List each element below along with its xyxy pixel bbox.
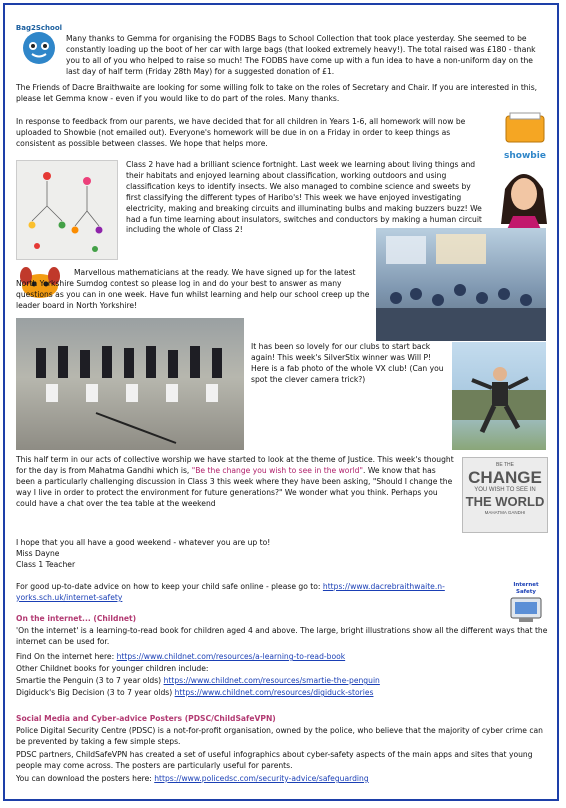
poster-line-1: BE THE <box>496 462 514 468</box>
gandhi-poster <box>462 457 548 533</box>
homework-text: In response to feedback from our parents, we have decided that for all children in Years 1-6, all homework will now be uploaded to Showbie (not emailed out). Everyone's homework will be due in on a Friday in order to keep things as consistent as possible between classes. We hope that helps more. <box>16 117 466 148</box>
internet-safety-badge <box>505 582 547 626</box>
fodbs-para-2: The Friends of Dacre Braithwaite are looking for some willing folk to take on the roles of Secretary and Chair. If you are interested in this, please let Gemma know - even if you would like to do part of the roles. Many thanks. <box>16 83 538 103</box>
human-circuit-photo <box>376 228 546 341</box>
social-para-1: Police Digital Security Centre (PDSC) is a not-for-profit organisation, owned by the police, who believe that the majority of cyber crime can be prevented by taking a few simple steps. <box>16 726 543 746</box>
childnet-heading: On the internet... (Childnet) <box>16 614 137 623</box>
maths-text: Marvellous mathematicians at the ready. We have signed up for the latest North Yorkshire Sumdog contest so please log in and do your best to answer as many questions as you can in one week. Have fun whilst learning and help our school creep up the leader board in North Yorkshire! <box>16 268 370 310</box>
clubs-text: It has been so lovely for our clubs to start back again! This week's SilverStix winner was Will P! Here is a fab photo of the whole VX club! (Can you spot the clever camera trick?) <box>251 342 444 384</box>
policedsc-safeguarding-link[interactable]: https://www.policedsc.com/security-advice/safeguarding <box>154 774 369 783</box>
signoff-line-1: I hope that you all have a good weekend - whatever you are up to! <box>16 538 271 547</box>
teacher-cartoon <box>495 164 553 234</box>
safety-text <box>16 582 498 604</box>
poster-line-2: CHANGE <box>468 468 542 487</box>
social-para-2: PDSC partners, ChildSafeVPN has created a set of useful infographics about cyber-safety aspects of the main apps and sites that young people may come across. The posters are particularly useful for parents. <box>16 750 533 770</box>
class2-text: Class 2 have had a brilliant science fortnight. Last week we learning about living things and their habitats and enjoyed learning about classification, working outdoors and using classification keys to identify insects. We also managed to combine science and sweets by first classifying the different types of Haribo's! This week we have enjoyed investigating electricity, making and breaking circuits and illuminating bulbs and making buzzers buzz! We had a fun time learning about insulators, switches and conductors by making a human circuit including the whole of Class 2! <box>126 160 482 235</box>
internet-safety-link[interactable]: https://www.dacrebraithwaite.n-yorks.sch.uk/internet-safety <box>16 582 445 602</box>
vx-club-photo <box>16 318 244 450</box>
poster-line-5: MAHATMA GANDHI <box>484 510 526 515</box>
learning-to-read-link[interactable]: https://www.childnet.com/resources/a-learning-to-read-book <box>116 652 346 661</box>
signoff-role: Class 1 Teacher <box>16 560 76 569</box>
classification-sweets-photo <box>16 160 118 260</box>
worship-text <box>16 455 456 510</box>
childnet-digiduck <box>16 688 373 699</box>
showbie-label: showbie <box>504 150 546 161</box>
poster-line-3: YOU WISH TO SEE IN <box>474 487 536 493</box>
childnet-text: 'On the internet' is a learning-to-read book for children aged 4 and above. The large, bright illustrations show all the different ways that the internet can be used for. <box>16 626 548 646</box>
silverstix-winner-photo <box>452 342 546 450</box>
showbie-logo <box>500 110 550 160</box>
childnet-find <box>16 652 345 663</box>
internet-safety-badge-label: Internet Safety <box>513 582 539 595</box>
childnet-smartie <box>16 676 380 687</box>
digiduck-stories-link[interactable]: https://www.childnet.com/resources/digiduck-stories <box>174 688 374 697</box>
childnet-other: Other Childnet books for younger children include: <box>16 664 209 673</box>
fodbs-para-1: Many thanks to Gemma for organising the FODBS Bags to School Collection that took place yesterday. She seemed to be constantly loading up the boot of her car with large bags (that looked extremely heavy!). The total raised was £180 - thank you to all of you who helped to raise so much! The FODBS have come up with a fun idea to have a non-uniform day on the last day of half term (Friday 28th May) for a suggested donation of £1. <box>66 34 536 76</box>
worship-rest: . We know that has been a particularly challenging discussion in Class 3 this week where they have been asking, "Should I change the way I live in order to protect the environment for future generations?" We wonder what you think. Perhaps you could have a chat over the tea table at the weekend <box>16 465 453 508</box>
safety-intro: For good up-to-date advice on how to keep your child safe online - please go to: <box>16 582 323 591</box>
poster-line-4: THE WORLD <box>465 494 545 509</box>
digiduck-label: Digiduck's Big Decision (3 to 7 year olds) <box>16 688 175 697</box>
smartie-the-penguin-link[interactable]: https://www.childnet.com/resources/smartie-the-penguin <box>163 676 380 685</box>
bag2school-logo <box>15 24 63 66</box>
social-download <box>16 774 369 785</box>
social-download-label: You can download the posters here: <box>16 774 155 783</box>
gandhi-quote: "Be the change you wish to see in the world" <box>191 465 363 475</box>
smartie-label: Smartie the Penguin (3 to 7 year olds) <box>16 676 164 685</box>
childnet-find-label: Find On the internet here: <box>16 652 117 661</box>
social-heading: Social Media and Cyber-advice Posters (PDSC/ChildSafeVPN) <box>16 714 276 723</box>
signoff-name: Miss Dayne <box>16 549 60 558</box>
worship-intro: This half term in our acts of collective worship we have started to look at the theme of Justice. This week's thought for the day is from Mahatma Gandhi which is, <box>16 455 454 475</box>
bag2school-logo-text: Bag2School <box>15 24 63 32</box>
